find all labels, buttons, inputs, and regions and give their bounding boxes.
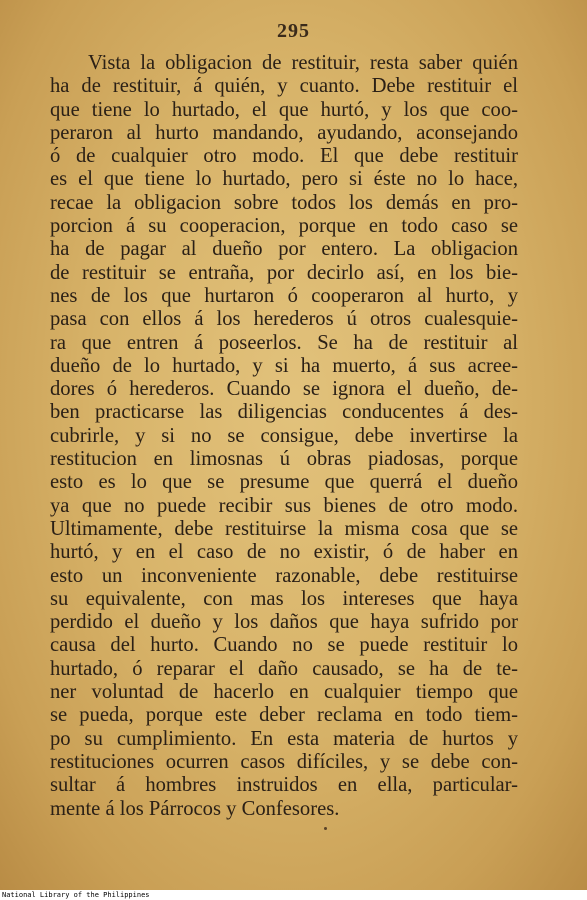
text-line: es el que tiene lo hurtado, pero si éste no lo hace, — [50, 168, 518, 191]
text-line: nes de los que hurtaron ó cooperaron al hurto, y — [50, 284, 518, 307]
text-line: de restituir se entraña, por decirlo así, en los bie- — [50, 261, 518, 284]
text-line: restituciones ocurren casos difíciles, y se debe con- — [50, 750, 518, 773]
text-line: po su cumplimiento. En esta materia de hurtos y — [50, 727, 518, 750]
text-line: ó de cualquier otro modo. El que debe restituir — [50, 145, 518, 168]
text-line: ner voluntad de hacerlo en cualquier tiempo que — [50, 681, 518, 704]
text-line: Ultimamente, debe restituirse la misma cosa que se — [50, 517, 518, 540]
text-line: ben practicarse las diligencias conducentes á des- — [50, 401, 518, 424]
ink-speck — [324, 827, 327, 830]
text-line: esto un inconveniente razonable, debe restituirse — [50, 564, 518, 587]
text-line: Vista la obligacion de restituir, resta saber quién — [88, 52, 518, 74]
text-line: dueño de lo hurtado, y si ha muerto, á sus acree- — [50, 354, 518, 377]
text-line: hurtado, ó reparar el daño causado, se ha de te- — [50, 657, 518, 680]
text-line: cubrirle, y si no se consigue, debe invertirse la — [50, 424, 518, 447]
text-line: esto es lo que se presume que querrá el dueño — [50, 471, 518, 494]
body-text — [50, 52, 518, 821]
text-line: ha de pagar al dueño por entero. La obligacion — [50, 238, 518, 261]
text-line: porcion á su cooperacion, porque en todo caso se — [50, 215, 518, 238]
text-line: restitucion en limosnas ú obras piadosas, porque — [50, 448, 518, 471]
text-line: su equivalente, con mas los intereses que haya — [50, 587, 518, 610]
text-line: dores ó herederos. Cuando se ignora el dueño, de- — [50, 378, 518, 401]
library-footer: National Library of the Philippines — [0, 890, 587, 900]
text-line: hurtó, y en el caso de no existir, ó de haber en — [50, 541, 518, 564]
text-line: que tiene lo hurtado, el que hurtó, y los que coo- — [50, 98, 518, 121]
text-line: recae la obligacion sobre todos los demás en pro- — [50, 191, 518, 214]
text-line: mente á los Párrocos y Confesores. — [50, 797, 340, 820]
page-number: 295 — [277, 20, 310, 42]
text-line: ra que entren á poseerlos. Se ha de restituir al — [50, 331, 518, 354]
text-line: ha de restituir, á quién, y cuanto. Debe restituir el — [50, 75, 518, 98]
text-line: pasa con ellos á los herederos ú otros cualesquie- — [50, 308, 518, 331]
text-line: ya que no puede recibir sus bienes de otro modo. — [50, 494, 518, 517]
text-line: sultar á hombres instruidos en ella, particular- — [50, 774, 518, 797]
text-line: causa del hurto. Cuando no se puede restituir lo — [50, 634, 518, 657]
text-line: se pueda, porque este deber reclama en todo tiem- — [50, 704, 518, 727]
text-line: perdido el dueño y los daños que haya sufrido por — [50, 611, 518, 634]
text-line: peraron al hurto mandando, ayudando, aconsejando — [50, 121, 518, 144]
